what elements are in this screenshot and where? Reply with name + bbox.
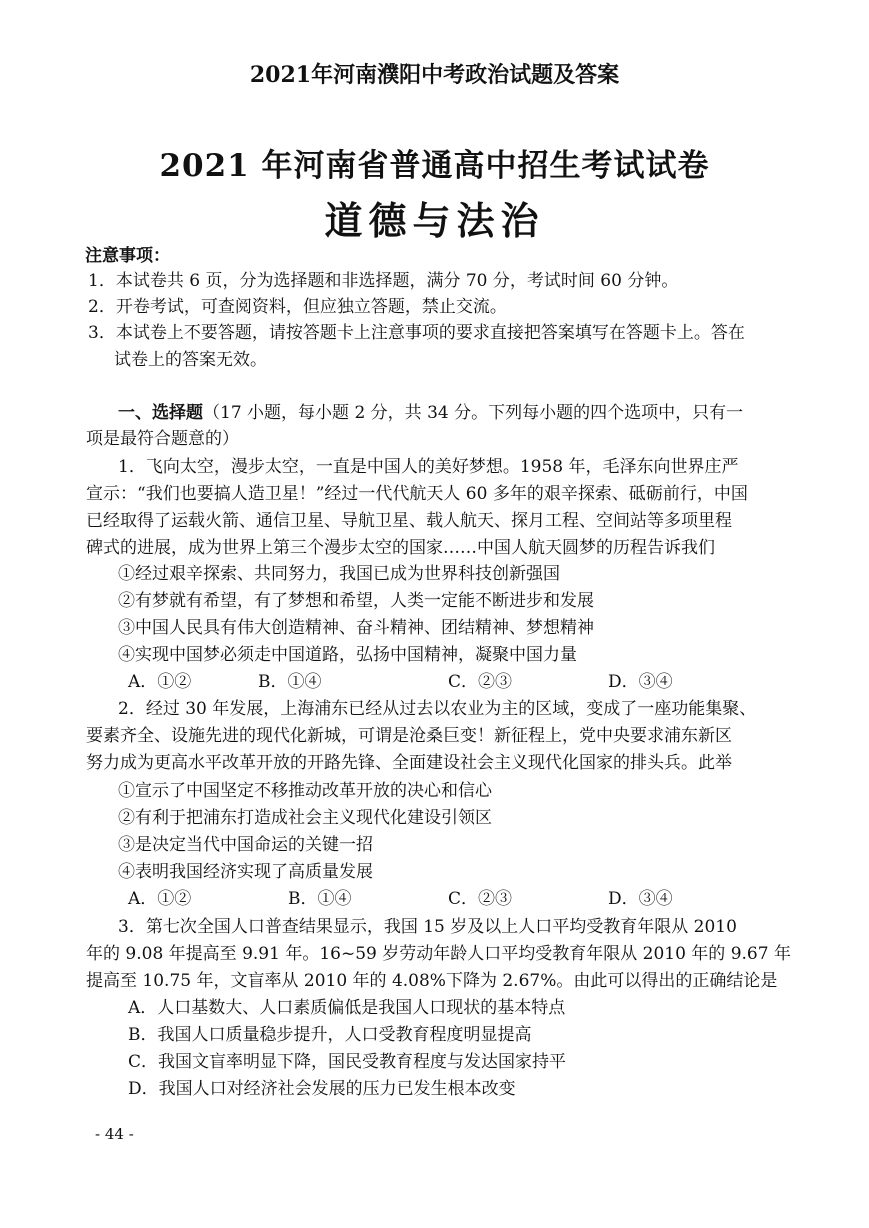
exam-title: 2021 年河南省普通高中招生考试试卷 (159, 148, 710, 184)
section-heading (118, 398, 743, 423)
q1-item: ③中国人民具有伟大创造精神、奋斗精神、团结精神、梦想精神 (118, 618, 594, 638)
section-desc: （17 小题，每小题 2 分，共 34 分。下列每小题的四个选项中，只有一 (203, 403, 744, 423)
q3-option-d: D．我国人口对经济社会发展的压力已发生根本改变 (128, 1079, 516, 1099)
note-item: 1．本试卷共 6 页，分为选择题和非选择题，满分 70 分，考试时间 60 分钟。 (88, 271, 679, 291)
q1-item: ②有梦就有希望，有了梦想和希望，人类一定能不断进步和发展 (118, 591, 594, 611)
q3-option-b: B．我国人口质量稳步提升，人口受教育程度明显提高 (128, 1025, 532, 1045)
q1-item: ④实现中国梦必须走中国道路，弘扬中国精神，凝聚中国力量 (118, 645, 577, 665)
q3-option-c: C．我国文盲率明显下降，国民受教育程度与发达国家持平 (128, 1052, 567, 1072)
section-desc-cont: 项是最符合题意的） (86, 429, 239, 449)
q2-option-b: B．①④ (288, 889, 352, 909)
q2-item: ③是决定当代中国命运的关键一招 (118, 835, 373, 855)
q1-stem: 1．飞向太空，漫步太空，一直是中国人的美好梦想。1958 年，毛泽东向世界庄严 (118, 457, 739, 477)
q2-stem: 要素齐全、设施先进的现代化新城，可谓是沧桑巨变！新征程上，党中央要求浦东新区 (86, 726, 732, 746)
q1-stem: 碑式的进展，成为世界上第三个漫步太空的国家……中国人航天圆梦的历程告诉我们 (86, 538, 715, 558)
q1-option-b: B．①④ (258, 672, 322, 692)
q1-option-a: A．①② (128, 672, 192, 692)
q2-option-a: A．①② (128, 889, 192, 909)
q2-stem: 2．经过 30 年发展，上海浦东已经从过去以农业为主的区域，变成了一座功能集聚、 (118, 699, 757, 719)
q3-stem: 提高至 10.75 年，文盲率从 2010 年的 4.08%下降为 2.67%。由此可以得出的正确结论是 (86, 971, 778, 991)
q3-stem: 3．第七次全国人口普查结果显示，我国 15 岁及以上人口平均受教育年限从 2010 (118, 917, 737, 937)
subject-title: 道德与法治 (324, 198, 545, 243)
note-item: 3．本试卷上不要答题，请按答题卡上注意事项的要求直接把答案填写在答题卡上。答在 (88, 323, 745, 343)
notes-title: 注意事项： (85, 246, 170, 266)
q1-stem: 宣示：“我们也要搞人造卫星！”经过一代代航天人 60 多年的艰辛探索、砥砺前行，中国 (86, 484, 748, 504)
page-number: - 44 - (95, 1125, 134, 1143)
q1-option-d: D．③④ (608, 672, 673, 692)
note-item: 2．开卷考试，可查阅资料，但应独立答题，禁止交流。 (88, 297, 507, 317)
q3-option-a: A．人口基数大、人口素质偏低是我国人口现状的基本特点 (128, 998, 566, 1018)
section-title: 一、选择题 (118, 403, 203, 423)
page-title: 2021年河南濮阳中考政治试题及答案 (249, 62, 620, 88)
q1-stem: 已经取得了运载火箭、通信卫星、导航卫星、载人航天、探月工程、空间站等多项里程 (86, 511, 732, 531)
q2-option-d: D．③④ (608, 889, 673, 909)
q2-stem: 努力成为更高水平改革开放的开路先锋、全面建设社会主义现代化国家的排头兵。此举 (86, 753, 732, 773)
q2-item: ④表明我国经济实现了高质量发展 (118, 862, 373, 882)
note-item: 试卷上的答案无效。 (114, 350, 267, 370)
q3-stem: 年的 9.08 年提高至 9.91 年。16~59 岁劳动年龄人口平均受教育年限从 2010 年的 9.67 年 (86, 944, 791, 964)
q1-item: ①经过艰辛探索、共同努力，我国已成为世界科技创新强国 (118, 564, 560, 584)
q2-option-c: C．②③ (448, 889, 513, 909)
q2-item: ②有利于把浦东打造成社会主义现代化建设引领区 (118, 808, 492, 828)
q2-item: ①宣示了中国坚定不移推动改革开放的决心和信心 (118, 781, 492, 801)
q1-option-c: C．②③ (448, 672, 513, 692)
